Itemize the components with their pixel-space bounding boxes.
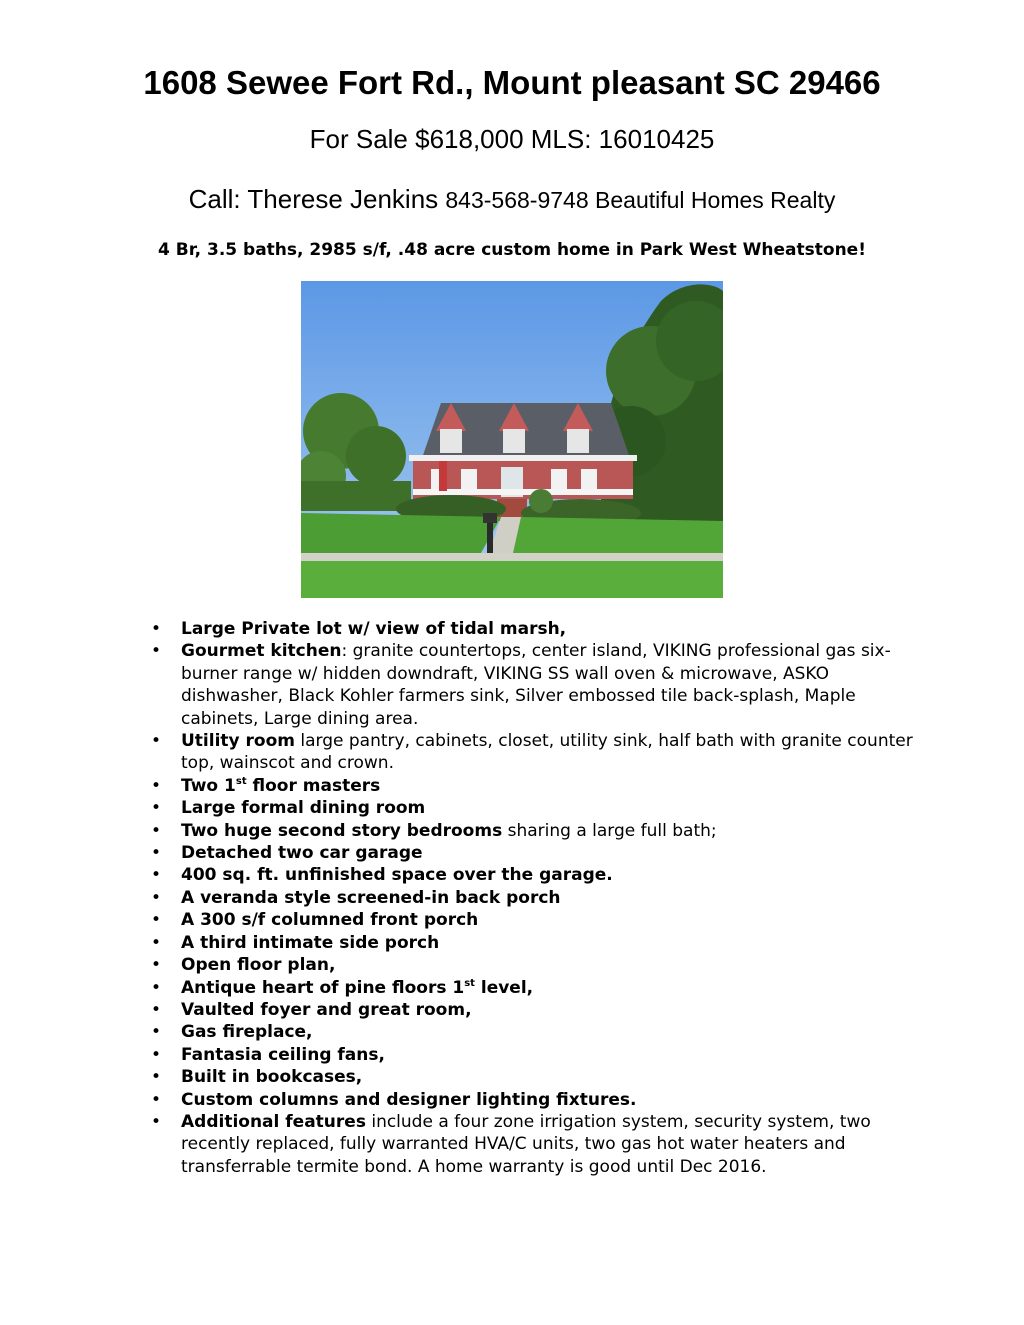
feature-heading: 400 sq. ft. unfinished space over the garage. (181, 865, 613, 886)
list-item (143, 640, 913, 730)
ordinal-suffix: st (235, 775, 247, 787)
feature-heading: Detached two car garage (181, 843, 423, 864)
feature-heading: Large formal dining room (181, 798, 426, 819)
feature-text: large pantry, cabinets, closet, utility sink, half bath with granite counter top, wainscot and crown. (181, 731, 913, 774)
feature-heading: A third intimate side porch (181, 932, 440, 953)
property-summary: 4 Br, 3.5 baths, 2985 s/f, .48 acre custom home in Park West Wheatstone! (158, 240, 866, 260)
list-item (143, 730, 913, 775)
list-item (143, 618, 913, 640)
list-item (143, 864, 913, 886)
list-item (143, 842, 913, 864)
feature-heading-part: Antique heart of pine floors 1 (181, 977, 465, 998)
feature-heading (181, 978, 533, 998)
list-item (143, 775, 913, 797)
feature-heading: A 300 s/f columned front porch (181, 910, 479, 931)
feature-heading (181, 776, 380, 796)
list-item (143, 1111, 913, 1178)
feature-heading-part: Two 1 (181, 775, 236, 796)
house-photo (301, 281, 723, 598)
list-item (143, 909, 913, 931)
list-item (143, 1066, 913, 1088)
list-item (143, 932, 913, 954)
feature-heading: Custom columns and designer lighting fixtures. (181, 1089, 637, 1110)
list-item (143, 887, 913, 909)
feature-heading: Two huge second story bedrooms (181, 820, 503, 841)
list-item (143, 1089, 913, 1111)
feature-heading-part: floor masters (246, 775, 381, 796)
list-item (143, 1044, 913, 1066)
page-title: 1608 Sewee Fort Rd., Mount pleasant SC 29466 (143, 64, 881, 101)
feature-heading: Gourmet kitchen (181, 641, 342, 662)
feature-text: : granite countertops, center island, VIKING professional gas six-burner range w/ hidden downdraft, VIKING SS wall oven & microwave, ASKO dishwasher, Black Kohler farmers sink, Silver embossed tile back-splash, Maple cabinets, Large dining area. (181, 641, 891, 729)
feature-heading: A veranda style screened-in back porch (181, 887, 561, 908)
feature-text: include a four zone irrigation system, security system, two recently replaced, fully warranted HVA/C units, two gas hot water heaters and transferrable termite bond. A home warranty is good until Dec 2016. (181, 1111, 871, 1177)
list-item (143, 1021, 913, 1043)
feature-heading: Utility room (181, 731, 295, 752)
sale-price-mls: For Sale $618,000 MLS: 16010425 (309, 124, 715, 154)
agent-contact (0, 182, 1024, 217)
list-item (143, 999, 913, 1021)
feature-heading: Open floor plan, (181, 955, 336, 976)
feature-heading-part: level, (474, 977, 534, 998)
list-item (143, 820, 913, 842)
list-item (143, 977, 913, 999)
agent-name: Call: Therese Jenkins (188, 184, 446, 214)
feature-list (143, 618, 913, 1178)
feature-text: sharing a large full bath; (502, 820, 717, 841)
feature-heading: Gas fireplace, (181, 1022, 313, 1043)
ordinal-suffix: st (464, 977, 475, 989)
list-item (143, 954, 913, 976)
agent-phone-realty: 843-568-9748 Beautiful Homes Realty (445, 187, 836, 213)
feature-heading: Additional features (181, 1111, 366, 1132)
feature-heading: Built in bookcases, (181, 1067, 363, 1088)
feature-heading: Vaulted foyer and great room, (181, 999, 472, 1020)
feature-heading: Fantasia ceiling fans, (181, 1044, 385, 1065)
feature-heading: Large Private lot w/ view of tidal marsh, (181, 619, 567, 639)
list-item (143, 797, 913, 819)
